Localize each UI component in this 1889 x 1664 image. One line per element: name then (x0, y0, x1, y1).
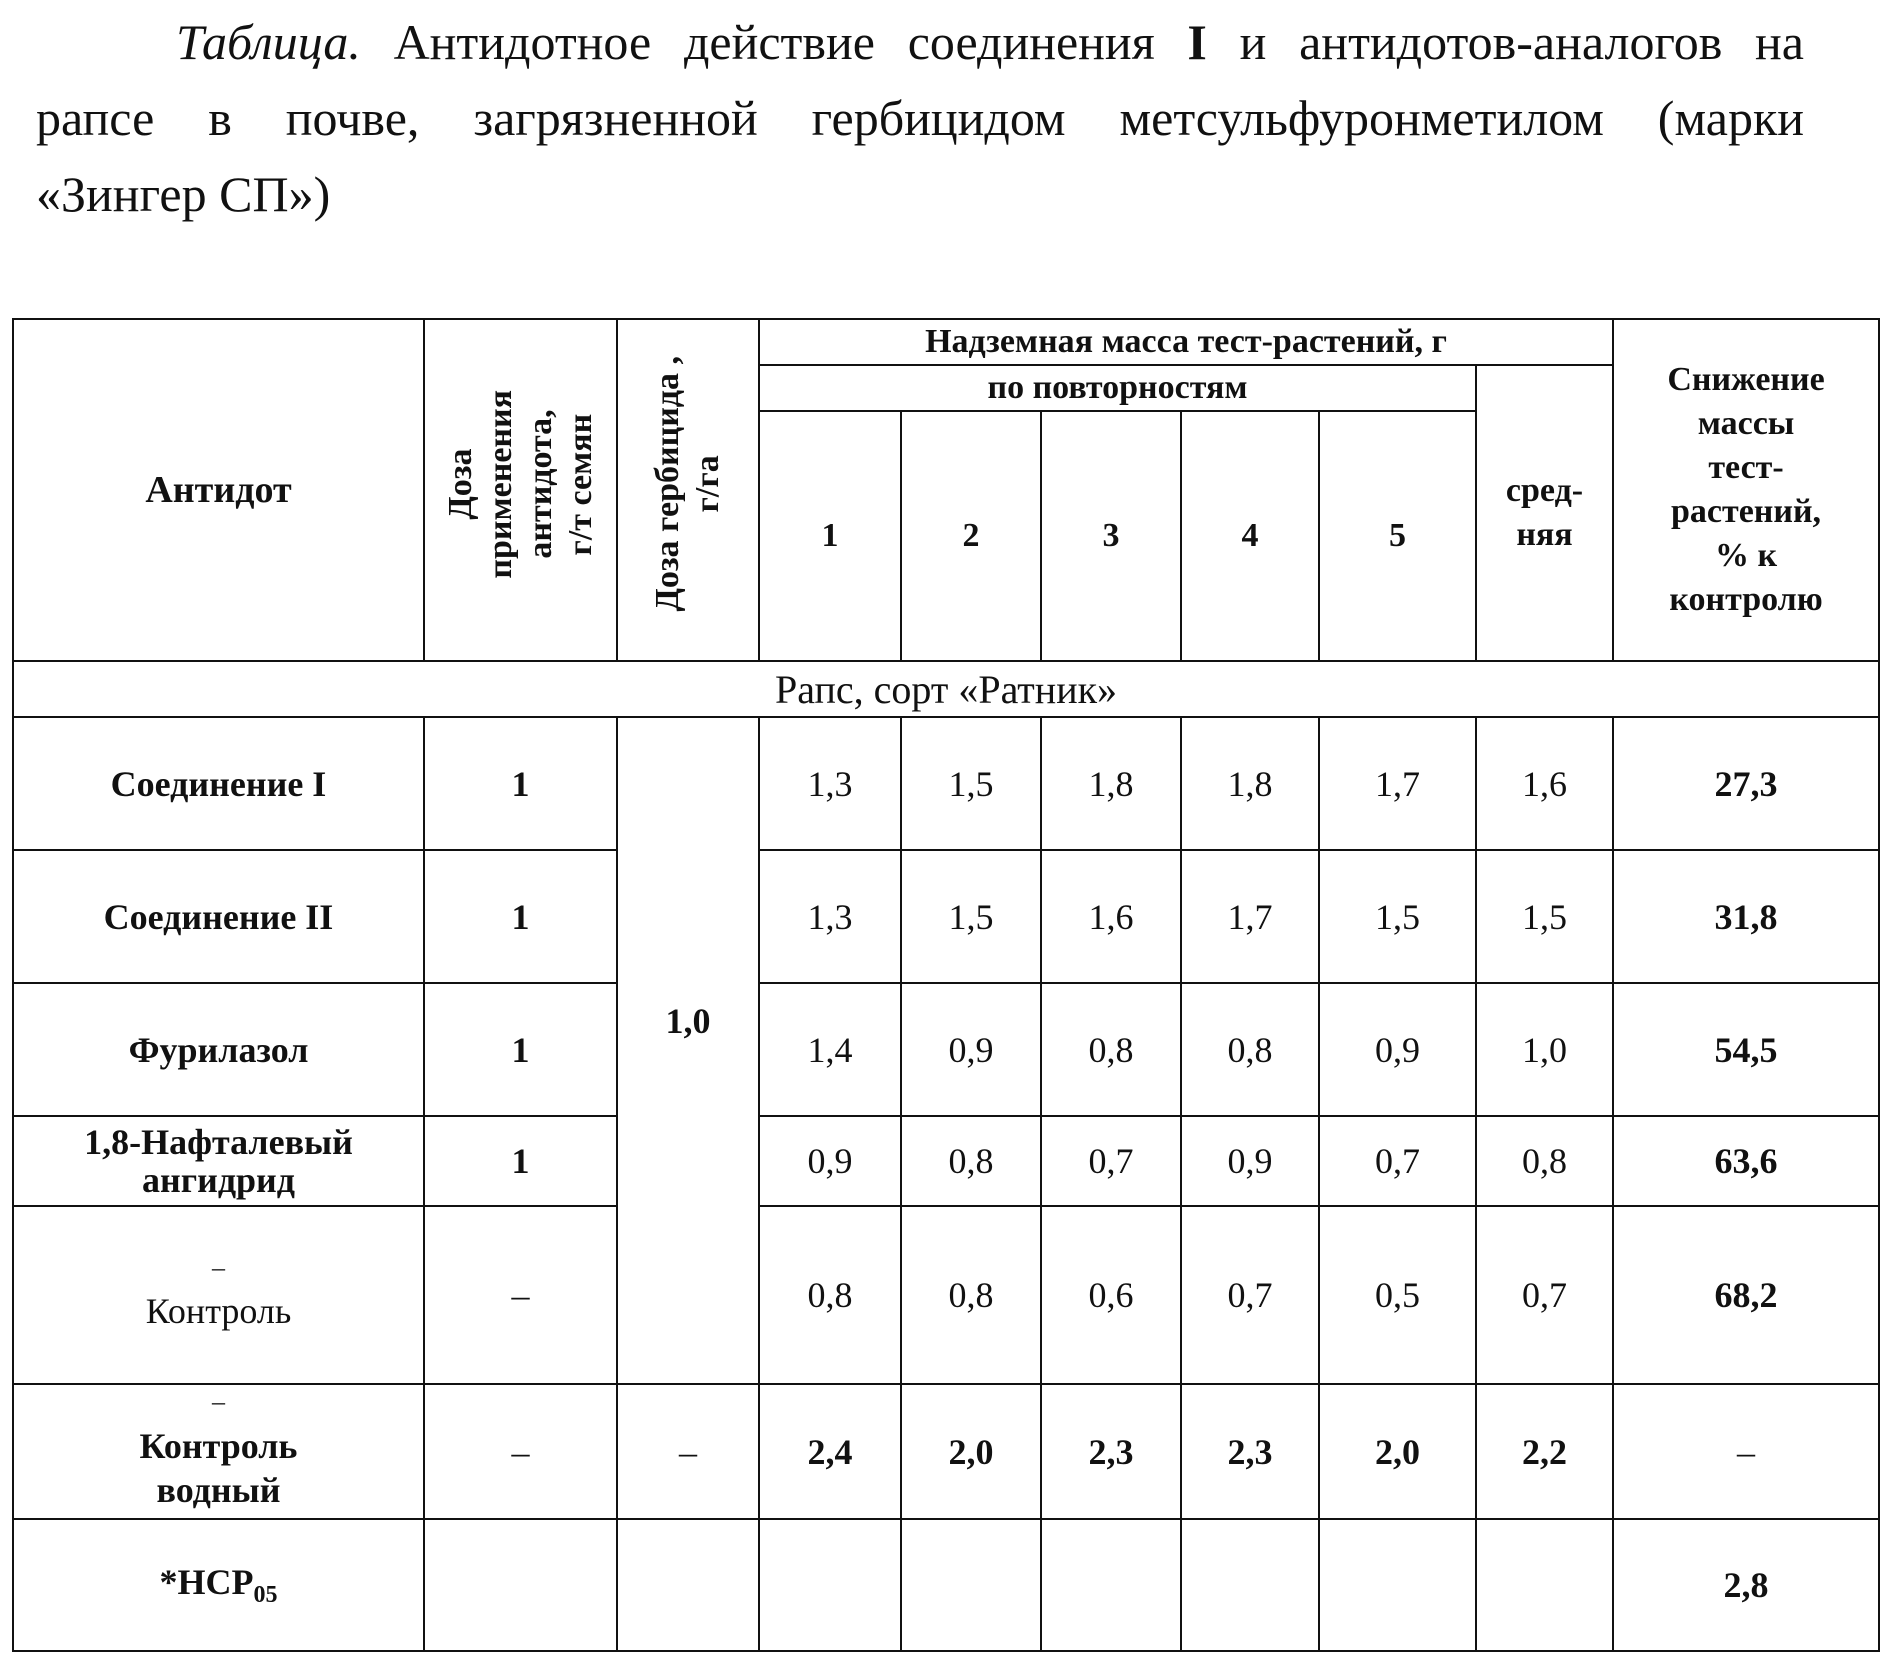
row-mean: 0,8 (1476, 1116, 1613, 1206)
row-reduction: 27,3 (1613, 717, 1879, 850)
row-rep-4: 0,9 (1181, 1116, 1319, 1206)
water-control-rep-5: 2,0 (1319, 1384, 1476, 1519)
row-rep-3: 1,6 (1041, 850, 1181, 983)
row-mean: 1,5 (1476, 850, 1613, 983)
table-row (13, 717, 1879, 850)
header-reduction-text: Снижение массы тест- растений, % к контролю (1667, 361, 1825, 618)
header-mass-group: Надземная масса тест-растений, г (759, 319, 1613, 365)
caption-line-2: рапсе в почве, загрязненной гербицидом метсульфуронметилом (марки (36, 90, 1804, 146)
lsd-name-cell (13, 1519, 424, 1651)
row-name: 1,8-Нафталевый ангидрид (13, 1116, 424, 1206)
table-row (13, 983, 1879, 1116)
row-rep-5: 0,5 (1319, 1206, 1476, 1384)
shared-herbicide-dose: 1,0 (617, 717, 759, 1384)
row-dose: 1 (424, 717, 617, 850)
header-rep-3: 3 (1041, 411, 1181, 661)
empty-cell (1319, 1519, 1476, 1651)
header-rep-2: 2 (901, 411, 1041, 661)
row-dash: – (212, 1253, 225, 1282)
water-control-rep-1: 2,4 (759, 1384, 901, 1519)
empty-cell (1476, 1519, 1613, 1651)
table-row (13, 1384, 1879, 1519)
row-rep-3: 0,8 (1041, 983, 1181, 1116)
row-mean: 0,7 (1476, 1206, 1613, 1384)
row-reduction: 68,2 (1613, 1206, 1879, 1384)
row-rep-3: 0,6 (1041, 1206, 1181, 1384)
row-name-cell (13, 1206, 424, 1384)
row-rep-2: 0,9 (901, 983, 1041, 1116)
row-rep-2: 1,5 (901, 717, 1041, 850)
row-mean: 1,0 (1476, 983, 1613, 1116)
header-dose-antidote: Доза применения антидота, г/т семян (441, 389, 599, 579)
row-rep-1: 1,3 (759, 717, 901, 850)
table-row (13, 850, 1879, 983)
lsd-subscript: 05 (253, 1582, 278, 1608)
row-rep-5: 1,7 (1319, 717, 1476, 850)
row-name: Контроль (145, 1291, 292, 1331)
row-rep-2: 0,8 (901, 1116, 1041, 1206)
empty-cell (1181, 1519, 1319, 1651)
row-rep-4: 0,8 (1181, 983, 1319, 1116)
header-rep-4: 4 (1181, 411, 1319, 661)
empty-cell (759, 1519, 901, 1651)
empty-cell (1041, 1519, 1181, 1651)
water-control-name: Контроль водный (139, 1425, 298, 1510)
caption-bold-mark: I (1187, 14, 1207, 70)
water-control-rep-4: 2,3 (1181, 1384, 1319, 1519)
water-control-rep-2: 2,0 (901, 1384, 1041, 1519)
row-rep-1: 0,9 (759, 1116, 901, 1206)
row-rep-4: 0,7 (1181, 1206, 1319, 1384)
row-name: Соединение II (13, 850, 424, 983)
caption-line-1 (36, 4, 1804, 80)
row-reduction: 63,6 (1613, 1116, 1879, 1206)
row-dash: – (212, 1386, 225, 1416)
row-rep-1: 0,8 (759, 1206, 901, 1384)
row-mean: 1,6 (1476, 717, 1613, 850)
header-rep-5: 5 (1319, 411, 1476, 661)
header-replicates-group: по повторностям (759, 365, 1476, 411)
row-dose: 1 (424, 850, 617, 983)
table-row (13, 1519, 1879, 1651)
table-caption (36, 4, 1804, 232)
water-control-name-cell (13, 1384, 424, 1519)
caption-text-1: Антидотное действие соединения (393, 14, 1155, 70)
caption-text-2: и антидотов-аналогов на (1239, 14, 1804, 70)
water-control-mean: 2,2 (1476, 1384, 1613, 1519)
header-antidote: Антидот (13, 319, 424, 661)
row-rep-5: 1,5 (1319, 850, 1476, 983)
lsd-reduction: 2,8 (1613, 1519, 1879, 1651)
row-rep-4: 1,7 (1181, 850, 1319, 983)
row-rep-4: 1,8 (1181, 717, 1319, 850)
row-rep-5: 0,7 (1319, 1116, 1476, 1206)
water-control-dose: – (424, 1384, 617, 1519)
water-control-rep-3: 2,3 (1041, 1384, 1181, 1519)
header-reduction (1613, 319, 1879, 661)
caption-prefix: Таблица. (176, 14, 361, 70)
row-rep-1: 1,4 (759, 983, 901, 1116)
row-rep-3: 0,7 (1041, 1116, 1181, 1206)
row-rep-5: 0,9 (1319, 983, 1476, 1116)
header-mean-text: сред- няя (1505, 472, 1584, 553)
row-reduction: 54,5 (1613, 983, 1879, 1116)
row-name: Фурилазол (13, 983, 424, 1116)
row-dose: – (424, 1206, 617, 1384)
section-title: Рапс, сорт «Ратник» (13, 661, 1879, 717)
water-control-herbicide: – (617, 1384, 759, 1519)
empty-cell (424, 1519, 617, 1651)
row-rep-2: 1,5 (901, 850, 1041, 983)
row-dose: 1 (424, 1116, 617, 1206)
lsd-name: *НСР (159, 1562, 254, 1602)
empty-cell (901, 1519, 1041, 1651)
empty-cell (617, 1519, 759, 1651)
row-rep-1: 1,3 (759, 850, 901, 983)
header-mean (1476, 365, 1613, 661)
row-reduction: 31,8 (1613, 850, 1879, 983)
header-dose-herbicide-cell (617, 319, 759, 661)
header-dose-herbicide: Доза гербицида , г/га (649, 356, 726, 612)
row-name: Соединение I (13, 717, 424, 850)
caption-line-3: «Зингер СП») (36, 166, 331, 222)
header-rep-1: 1 (759, 411, 901, 661)
water-control-reduction: – (1613, 1384, 1879, 1519)
results-table (12, 318, 1880, 1652)
table-row (13, 1116, 1879, 1206)
table-row (13, 1206, 1879, 1384)
row-rep-3: 1,8 (1041, 717, 1181, 850)
row-rep-2: 0,8 (901, 1206, 1041, 1384)
row-dose: 1 (424, 983, 617, 1116)
header-dose-antidote-cell (424, 319, 617, 661)
